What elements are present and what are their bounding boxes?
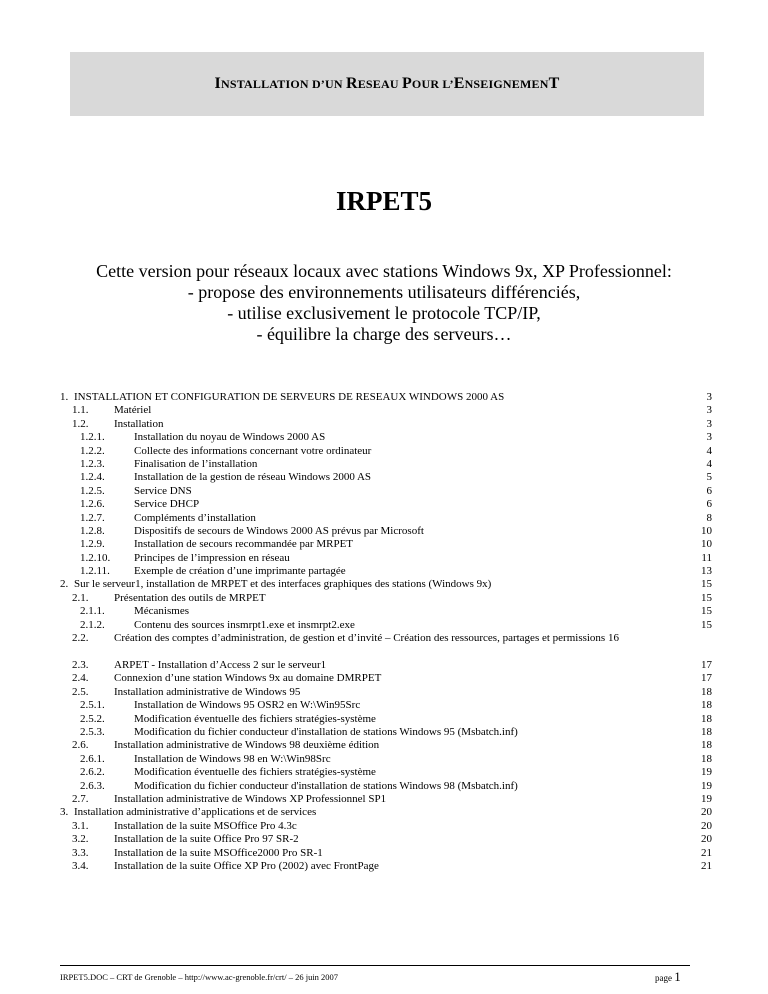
banner-title-part: OUR L’ [411,77,454,91]
toc-entry-number: 1.2. [72,417,89,430]
toc-entry-number: 3. [60,806,69,819]
toc-entry-title: Exemple de création d’une imprimante partagée [134,565,346,578]
toc-entry[interactable] [60,820,712,833]
toc-entry-page: 18 [701,699,712,712]
toc-entry-number: 1.2.1. [80,431,105,444]
page-label: page [655,973,672,983]
toc-entry-page: 6 [706,484,712,497]
toc-entry[interactable] [60,766,712,779]
toc-entry-title: Modification éventuelle des fichiers stratégies-système [134,766,376,779]
toc-entry-page: 4 [706,457,712,470]
toc-entry[interactable] [60,726,712,739]
toc-entry-title: Modification du fichier conducteur d'installation de stations Windows 98 (Msbatch.inf) [134,779,518,792]
toc-entry-page: 6 [706,498,712,511]
intro-line: - utilise exclusivement le protocole TCP/IP, [227,303,541,323]
banner-title-part: NSEIGNEMEN [464,77,549,91]
toc-entry-title: Sur le serveur1, installation de MRPET et des interfaces graphiques des stations (Windows 9x) [74,578,492,591]
toc-entry[interactable] [60,512,712,525]
toc-entry[interactable] [60,860,712,873]
toc-entry[interactable] [60,431,712,444]
toc-entry[interactable] [60,605,712,618]
toc-entry-number: 3.1. [72,819,89,832]
footer-page-number [655,969,681,985]
toc-entry-number: 2.1. [72,591,89,604]
toc-entry-title: INSTALLATION ET CONFIGURATION DE SERVEURS DE RESEAUX WINDOWS 2000 AS [74,391,505,403]
toc-entry-title: Service DNS [134,484,192,497]
toc-entry-page: 19 [701,766,712,779]
toc-entry[interactable] [60,471,712,484]
toc-entry-page: 13 [701,565,712,578]
toc-entry-title: Installation de la suite MSOffice2000 Pro SR-1 [114,846,323,859]
toc-entry[interactable] [60,713,712,726]
toc-entry-title: Modification du fichier conducteur d'installation de stations Windows 95 (Msbatch.inf) [134,725,518,738]
toc-entry[interactable] [60,672,712,685]
toc-entry-number: 2.5.3. [80,725,105,738]
toc-entry[interactable] [60,699,712,712]
toc-entry-page: 10 [701,538,712,551]
toc-entry-number: 1.2.6. [80,498,105,511]
toc-entry[interactable] [60,418,712,431]
toc-entry-title: Installation administrative de Windows 95 [114,685,301,698]
toc-entry[interactable] [60,619,712,632]
toc-entry[interactable] [60,391,712,404]
toc-entry-number: 1.2.3. [80,457,105,470]
document-title: IRPET5 [335,186,433,216]
toc-entry-number: 2.5.2. [80,712,105,725]
banner-title-part: T [548,75,560,92]
toc-entry[interactable] [60,538,712,551]
toc-entry-number: 2. [60,578,69,591]
banner-title-part: I [214,75,221,92]
toc-entry-page: 3 [706,404,712,417]
toc-entry-number: 2.6. [72,739,89,752]
toc-entry-page: 10 [701,524,712,537]
toc-entry-page: 11 [701,551,712,564]
toc-entry-page: 15 [701,618,712,631]
toc-entry-page: 15 [701,591,712,604]
toc-entry[interactable] [60,552,712,565]
toc-entry-number: 1.2.9. [80,538,105,551]
toc-entry-page: 18 [701,739,712,752]
toc-entry-number: 2.1.2. [80,618,105,631]
toc-entry-title: Installation de Windows 98 en W:\Win98Src [134,752,331,765]
intro-paragraph [60,261,708,345]
toc-entry-number: 2.6.1. [80,752,105,765]
page-number: 1 [674,969,681,984]
toc-entry-number: 1.2.10. [80,551,111,564]
toc-entry-number: 1.2.11. [80,565,110,578]
toc-entry-page: 20 [701,806,712,819]
toc-entry-title: Matériel [114,404,152,417]
intro-line: Cette version pour réseaux locaux avec stations Windows 9x, XP Professionnel: [96,261,672,281]
toc-entry-title: Installation [114,417,164,430]
toc-entry-number: 3.3. [72,846,89,859]
toc-entry[interactable] [60,458,712,471]
toc-entry-page: 17 [701,659,712,672]
toc-entry-title: Connexion d’une station Windows 9x au domaine DMRPET [114,672,382,685]
toc-entry[interactable] [60,485,712,498]
toc-entry-number: 1.2.8. [80,524,105,537]
toc-entry[interactable] [60,780,712,793]
toc-entry-number: 2.5.1. [80,699,105,712]
toc-entry-number: 3.2. [72,833,89,846]
footer-text: IRPET5.DOC – CRT de Grenoble – http://www.ac-grenoble.fr/crt/ – 26 juin 2007 [60,972,339,982]
intro-line: - propose des environnements utilisateurs différenciés, [187,282,581,302]
toc-entry-page: 5 [706,471,712,484]
toc-entry-page: 15 [701,605,712,618]
banner-title-part: NSTALLATION D’UN [220,77,346,91]
toc-entry-title: Compléments d’installation [134,511,256,524]
header-banner [70,52,704,116]
toc-entry-page: 20 [701,833,712,846]
toc-entry-title: Installation de la gestion de réseau Windows 2000 AS [134,471,372,484]
toc-entry-title: Installation de Windows 95 OSR2 en W:\Win95Src [134,699,361,712]
toc-entry-title: Installation administrative d’applications et de services [74,806,317,819]
toc-entry-number: 1.2.7. [80,511,105,524]
toc-entry-number: 1.2.2. [80,444,105,457]
toc-entry-number: 2.1.1. [80,605,105,618]
toc-entry-page: 20 [701,819,712,832]
toc-entry-page: 19 [701,792,712,805]
toc-entry[interactable] [60,753,712,766]
toc-entry[interactable] [60,847,712,860]
toc-entry-title: Installation administrative de Windows 98 deuxième édition [114,739,380,752]
toc-entry[interactable] [60,833,712,846]
toc-entry-title: Service DHCP [134,498,200,511]
toc-entry[interactable] [60,498,712,511]
toc-entry-number: 2.5. [72,685,89,698]
toc-entry-page: 18 [701,685,712,698]
toc-entry[interactable] [60,686,712,699]
toc-entry[interactable] [60,565,712,578]
toc-entry-number: 2.6.2. [80,766,105,779]
toc-entry[interactable] [60,578,712,591]
toc-entry-page: 17 [701,672,712,685]
toc-entry-number: 2.6.3. [80,779,105,792]
toc-entry-page: 4 [706,444,712,457]
toc-entry-page: 3 [706,431,712,444]
toc-entry-title: Présentation des outils de MRPET [114,591,266,604]
toc-entry-page: 21 [701,859,712,872]
table-of-contents [60,391,712,873]
toc-entry-number: 3.4. [72,859,89,872]
toc-entry-number: 2.4. [72,672,89,685]
toc-entry-title: Modification éventuelle des fichiers stratégies-système [134,712,376,725]
banner-title-part: E [453,75,465,92]
toc-entry-page: 19 [701,779,712,792]
toc-entry[interactable] [60,525,712,538]
toc-entry-title: ARPET - Installation d’Access 2 sur le serveur1 [114,659,327,672]
toc-entry-number: 1.2.5. [80,484,105,497]
toc-entry[interactable] [60,445,712,458]
toc-entry[interactable] [60,793,712,806]
intro-line: - équilibre la charge des serveurs… [256,324,512,344]
toc-entry-title: Installation de la suite MSOffice Pro 4.3c [114,819,297,832]
toc-entry-title: Mécanismes [134,605,189,618]
toc-entry-title: Collecte des informations concernant votre ordinateur [134,444,372,457]
toc-entry-page: 18 [701,725,712,738]
toc-entry-number: 1. [60,391,69,403]
toc-entry-page: 3 [706,417,712,430]
toc-entry[interactable] [60,632,712,659]
toc-entry-title: Contenu des sources insmrpt1.exe et insmrpt2.exe [134,618,355,631]
toc-entry-number: 2.7. [72,792,89,805]
toc-entry-title: Installation de la suite Office XP Pro (2002) avec FrontPage [114,859,379,872]
toc-entry-page: 8 [706,511,712,524]
footer-divider [60,965,690,966]
banner-title-part: R [345,75,358,92]
toc-entry[interactable] [60,404,712,417]
banner-title-part: ESEAU [357,77,402,91]
banner-title [215,75,560,93]
toc-entry-page: 15 [701,578,712,591]
toc-entry-number: 1.1. [72,404,89,417]
toc-entry-page: 18 [701,712,712,725]
toc-entry[interactable] [60,592,712,605]
banner-title-part: P [401,75,412,92]
toc-entry-title: Installation du noyau de Windows 2000 AS [134,431,326,444]
toc-entry[interactable] [60,659,712,672]
toc-entry-title: Dispositifs de secours de Windows 2000 AS prévus par Microsoft [134,524,424,537]
toc-entry-title: Installation administrative de Windows XP Professionnel SP1 [114,792,387,805]
toc-entry-title: Finalisation de l’installation [134,457,258,470]
toc-entry-title: Installation de secours recommandée par MRPET [134,538,354,551]
toc-entry-title: Installation de la suite Office Pro 97 SR-2 [114,833,299,846]
toc-entry-number: 1.2.4. [80,471,105,484]
toc-entry-page: 3 [706,391,712,403]
toc-entry-title: Principes de l’impression en réseau [134,551,290,564]
toc-entry[interactable] [60,806,712,819]
toc-entry-page: 21 [701,846,712,859]
toc-entry[interactable] [60,739,712,752]
toc-entry-number: 2.2. [72,632,89,645]
toc-entry-number: 2.3. [72,659,89,672]
toc-entry-title: Création des comptes d’administration, de gestion et d’invité – Création des ressources, partages et permissions 16 [114,632,619,645]
toc-entry-page: 18 [701,752,712,765]
